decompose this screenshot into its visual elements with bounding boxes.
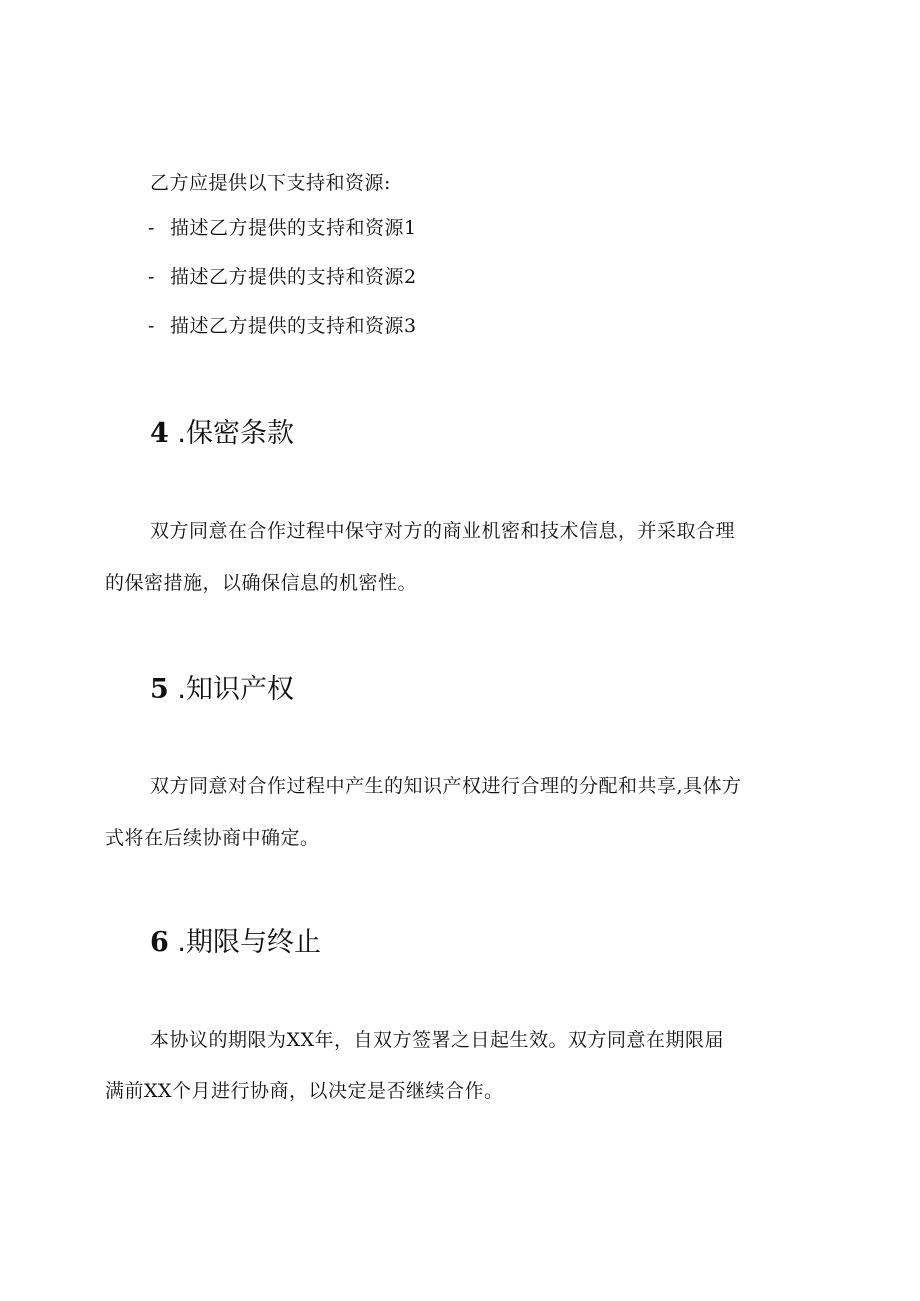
term-paragraph-line-1: 本协议的期限为XX年，自双方签署之日起生效。双方同意在期限届	[150, 1029, 725, 1051]
confidentiality-paragraph-line-2: 的保密措施，以确保信息的机密性。	[105, 572, 418, 594]
term-paragraph-line-2: 满前XX个月进行协商，以决定是否继续合作。	[105, 1080, 504, 1102]
section-title: .保密条款	[177, 418, 294, 449]
list-item	[148, 313, 417, 339]
section-heading-confidentiality	[150, 417, 294, 451]
bullet-dash: -	[148, 315, 155, 337]
section-heading-term	[150, 926, 321, 960]
support-intro: 乙方应提供以下支持和资源:	[150, 172, 391, 194]
list-item	[148, 215, 417, 241]
bullet-dash: -	[148, 266, 155, 288]
list-item	[148, 264, 417, 290]
section-title: .期限与终止	[177, 927, 321, 958]
confidentiality-paragraph-line-1: 双方同意在合作过程中保守对方的商业机密和技术信息，并采取合理	[150, 520, 736, 542]
list-item-text: 描述乙方提供的支持和资源2	[170, 266, 417, 288]
list-item-text: 描述乙方提供的支持和资源1	[170, 217, 417, 239]
ip-paragraph-line-2: 式将在后续协商中确定。	[105, 827, 320, 849]
section-number: 5	[150, 674, 169, 705]
list-item-text: 描述乙方提供的支持和资源3	[170, 315, 417, 337]
section-title: .知识产权	[177, 674, 294, 705]
section-number: 6	[150, 927, 169, 958]
section-number: 4	[150, 418, 169, 449]
section-heading-ip	[150, 673, 294, 707]
bullet-dash: -	[148, 217, 155, 239]
ip-paragraph-line-1: 双方同意对合作过程中产生的知识产权进行合理的分配和共享,具体方	[150, 775, 742, 797]
